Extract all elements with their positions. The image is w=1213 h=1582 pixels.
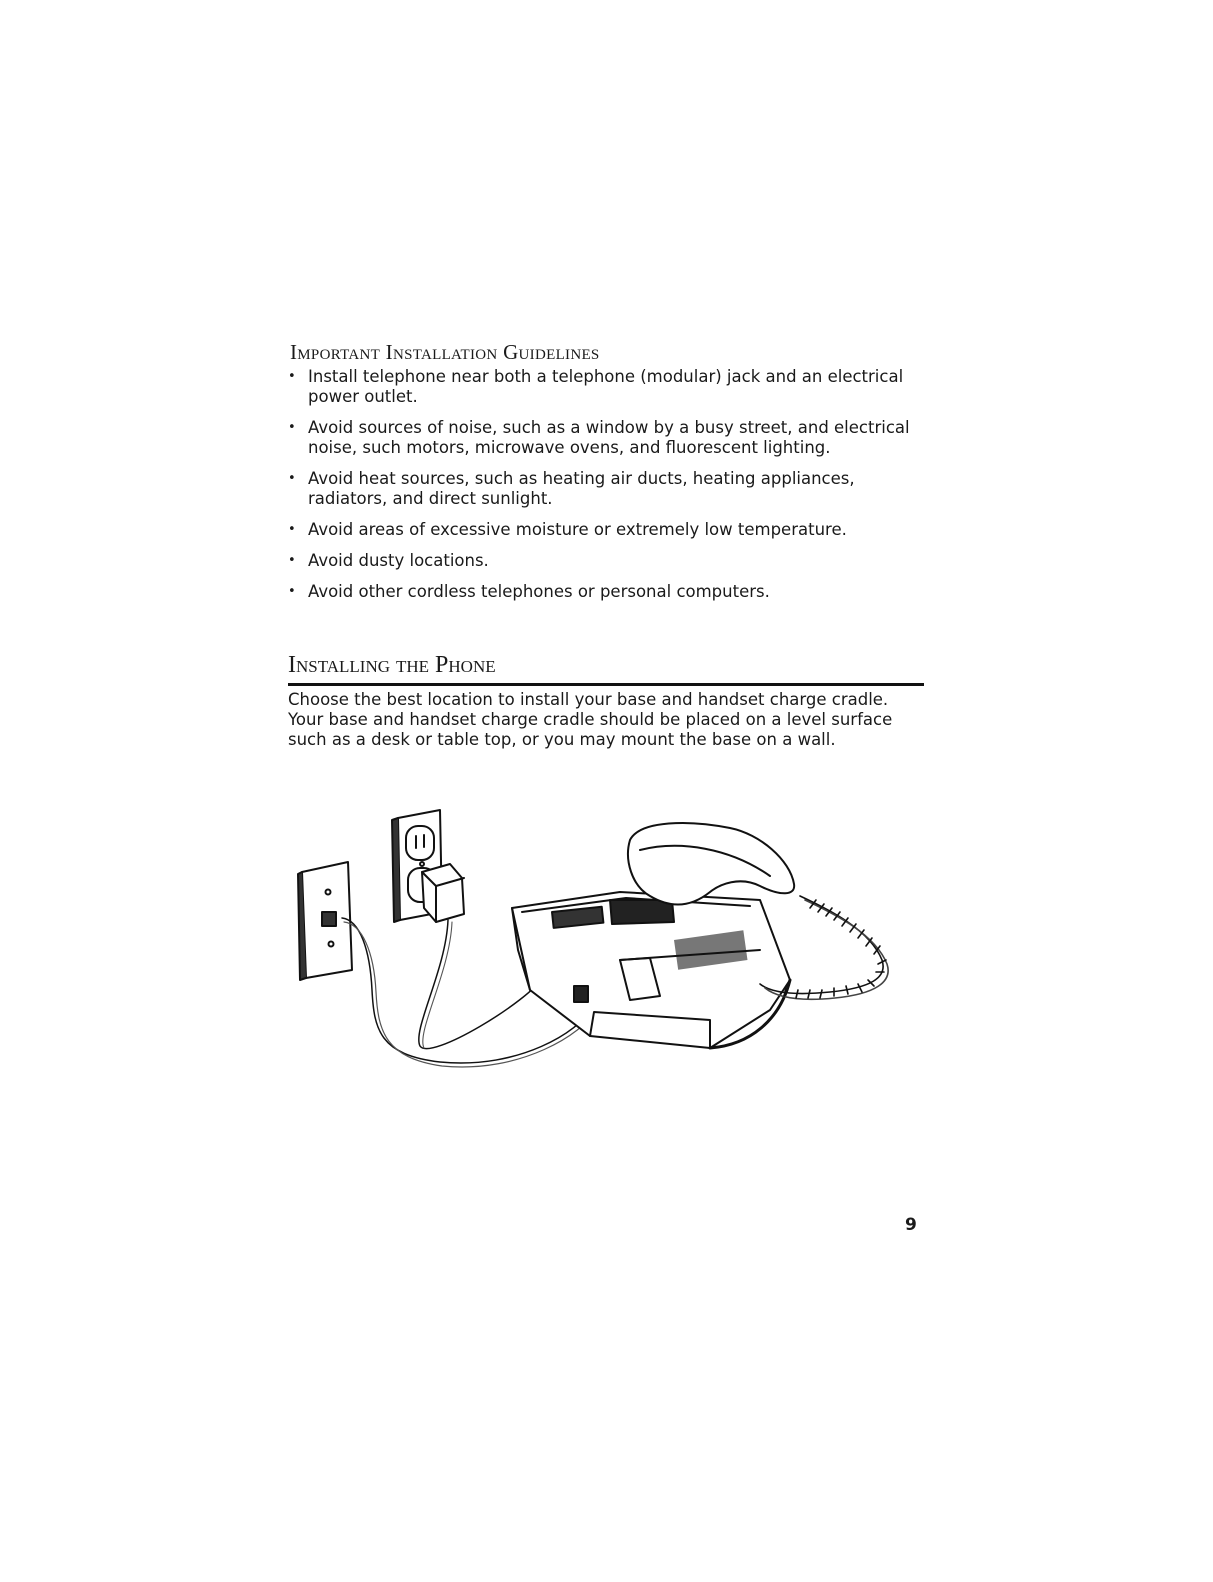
- guideline-item: • Install telephone near both a telephone (modular) jack and an electrical power outlet.: [288, 367, 928, 407]
- guideline-item: • Avoid dusty locations.: [288, 551, 928, 571]
- installing-title: Installing the Phone: [288, 652, 496, 678]
- phone-installation-illustration: [290, 800, 910, 1090]
- guidelines-list: [288, 367, 928, 613]
- page-number: 9: [905, 1215, 917, 1235]
- installing-paragraph: Choose the best location to install your base and handset charge cradle. Your base and handset charge cradle should be placed on a level surface such as a desk or table top, or you may mount the base on a wall.: [288, 690, 893, 749]
- guideline-item: • Avoid sources of noise, such as a window by a busy street, and electrical noise, such motors, microwave ovens, and fluorescent lighting.: [288, 418, 928, 458]
- guideline-item: • Avoid areas of excessive moisture or extremely low temperature.: [288, 520, 928, 540]
- guideline-item: • Avoid heat sources, such as heating air ducts, heating appliances, radiators, and direct sunlight.: [288, 469, 928, 509]
- wall-jack-plate: [298, 862, 352, 980]
- guidelines-heading: Important Installation Guidelines: [290, 340, 600, 364]
- ac-adapter: [422, 864, 464, 922]
- handset: [628, 823, 794, 905]
- section-divider: [288, 683, 924, 686]
- phone-base: [512, 892, 790, 1048]
- guideline-item: • Avoid other cordless telephones or personal computers.: [288, 582, 928, 602]
